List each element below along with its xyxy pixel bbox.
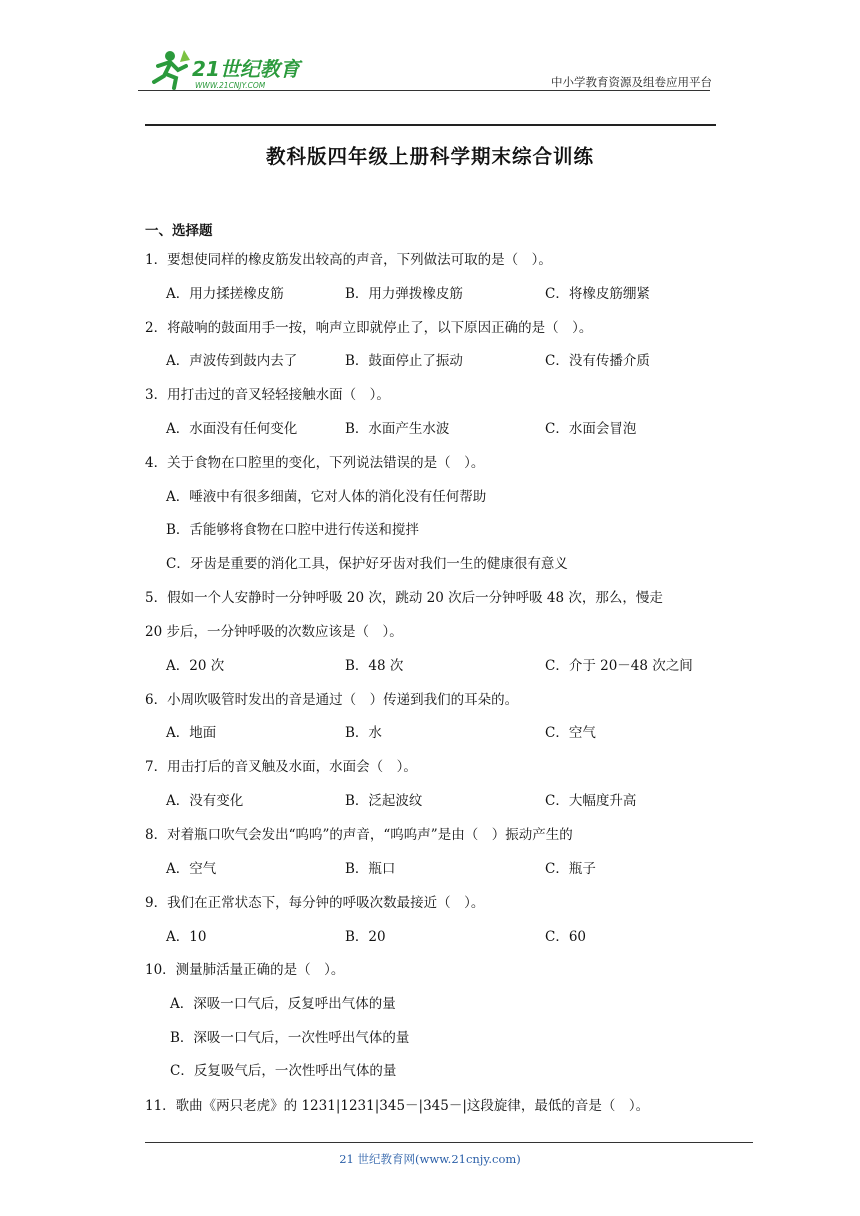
q10-option-b[interactable]: B．深吸一口气后，一次性呼出气体的量 xyxy=(170,1030,410,1046)
q1-option-a[interactable]: A．用力揉搓橡皮筋 xyxy=(166,286,284,302)
q9-option-b[interactable]: B．20 xyxy=(345,929,386,945)
question-7: 7．用击打后的音叉触及水面，水面会（ ）。 xyxy=(145,759,417,775)
question-11: 11．歌曲《两只老虎》的 1231|1231|345－|345－|这段旋律，最低的音是（ ）。 xyxy=(145,1098,650,1114)
question-6: 6．小周吹吸管时发出的音是通过（ ）传递到我们的耳朵的。 xyxy=(145,692,519,708)
site-logo xyxy=(140,46,315,92)
page-title: 教科版四年级上册科学期末综合训练 xyxy=(265,145,594,168)
q5-option-a[interactable]: A．20 次 xyxy=(166,658,225,674)
q10-option-c[interactable]: C．反复吸气后，一次性呼出气体的量 xyxy=(170,1063,397,1079)
question-4: 4．关于食物在口腔里的变化，下列说法错误的是（ ）。 xyxy=(145,455,485,471)
question-5: 5．假如一个人安静时一分钟呼吸 20 次，跳动 20 次后一分钟呼吸 48 次，那么，慢走 xyxy=(145,590,663,606)
q8-option-c[interactable]: C．瓶子 xyxy=(545,861,596,877)
q6-option-a[interactable]: A．地面 xyxy=(166,725,217,741)
title-rule xyxy=(145,124,716,126)
q2-option-c[interactable]: C．没有传播介质 xyxy=(545,353,650,369)
q4-option-c[interactable]: C．牙齿是重要的消化工具，保护好牙齿对我们一生的健康很有意义 xyxy=(166,556,568,572)
q6-option-b[interactable]: B．水 xyxy=(345,725,382,741)
q1-option-c[interactable]: C．将橡皮筋绷紧 xyxy=(545,286,650,302)
logo-text: 21世纪教育 xyxy=(192,57,300,81)
question-10: 10．测量肺活量正确的是（ ）。 xyxy=(145,962,345,978)
q6-option-c[interactable]: C．空气 xyxy=(545,725,596,741)
question-8: 8．对着瓶口吹气会发出“呜呜”的声音，“呜呜声”是由（ ）振动产生的 xyxy=(145,827,573,843)
q5-option-b[interactable]: B．48 次 xyxy=(345,658,404,674)
q8-option-b[interactable]: B．瓶口 xyxy=(345,861,396,877)
question-2: 2．将敲响的鼓面用手一按，响声立即就停止了，以下原因正确的是（ ）。 xyxy=(145,320,593,336)
q7-option-c[interactable]: C．大幅度升高 xyxy=(545,793,637,809)
header-platform-text: 中小学教育资源及组卷应用平台 xyxy=(551,75,712,89)
q3-option-b[interactable]: B．水面产生水波 xyxy=(345,421,450,437)
q7-option-a[interactable]: A．没有变化 xyxy=(166,793,244,809)
footer-text[interactable]: 21 世纪教育网(www.21cnjy.com) xyxy=(339,1152,521,1166)
q2-option-b[interactable]: B．鼓面停止了振动 xyxy=(345,353,463,369)
q10-option-a[interactable]: A．深吸一口气后，反复呼出气体的量 xyxy=(170,996,396,1012)
section-heading: 一、选择题 xyxy=(145,223,213,239)
q2-option-a[interactable]: A．声波传到鼓内去了 xyxy=(166,353,298,369)
q4-option-b[interactable]: B．舌能够将食物在口腔中进行传送和搅拌 xyxy=(166,522,419,538)
header-divider xyxy=(138,90,710,91)
q8-option-a[interactable]: A．空气 xyxy=(166,861,217,877)
question-3: 3．用打击过的音叉轻轻接触水面（ ）。 xyxy=(145,387,390,403)
footer-rule xyxy=(145,1142,753,1143)
q3-option-a[interactable]: A．水面没有任何变化 xyxy=(166,421,298,437)
q7-option-b[interactable]: B．泛起波纹 xyxy=(345,793,423,809)
question-1: 1．要想使同样的橡皮筋发出较高的声音，下列做法可取的是（ ）。 xyxy=(145,252,552,268)
q5-option-c[interactable]: C．介于 20－48 次之间 xyxy=(545,658,693,674)
logo-url: WWW.21CNJY.COM xyxy=(195,81,266,90)
q3-option-c[interactable]: C．水面会冒泡 xyxy=(545,421,637,437)
question-9: 9．我们在正常状态下，每分钟的呼吸次数最接近（ ）。 xyxy=(145,895,485,911)
q9-option-c[interactable]: C．60 xyxy=(545,929,587,945)
q1-option-b[interactable]: B．用力弹拨橡皮筋 xyxy=(345,286,463,302)
q9-option-a[interactable]: A．10 xyxy=(166,929,207,945)
question-5-continued: 20 步后，一分钟呼吸的次数应该是（ ）。 xyxy=(145,624,403,640)
q4-option-a[interactable]: A．唾液中有很多细菌，它对人体的消化没有任何帮助 xyxy=(166,489,487,505)
runner-icon xyxy=(154,50,190,88)
